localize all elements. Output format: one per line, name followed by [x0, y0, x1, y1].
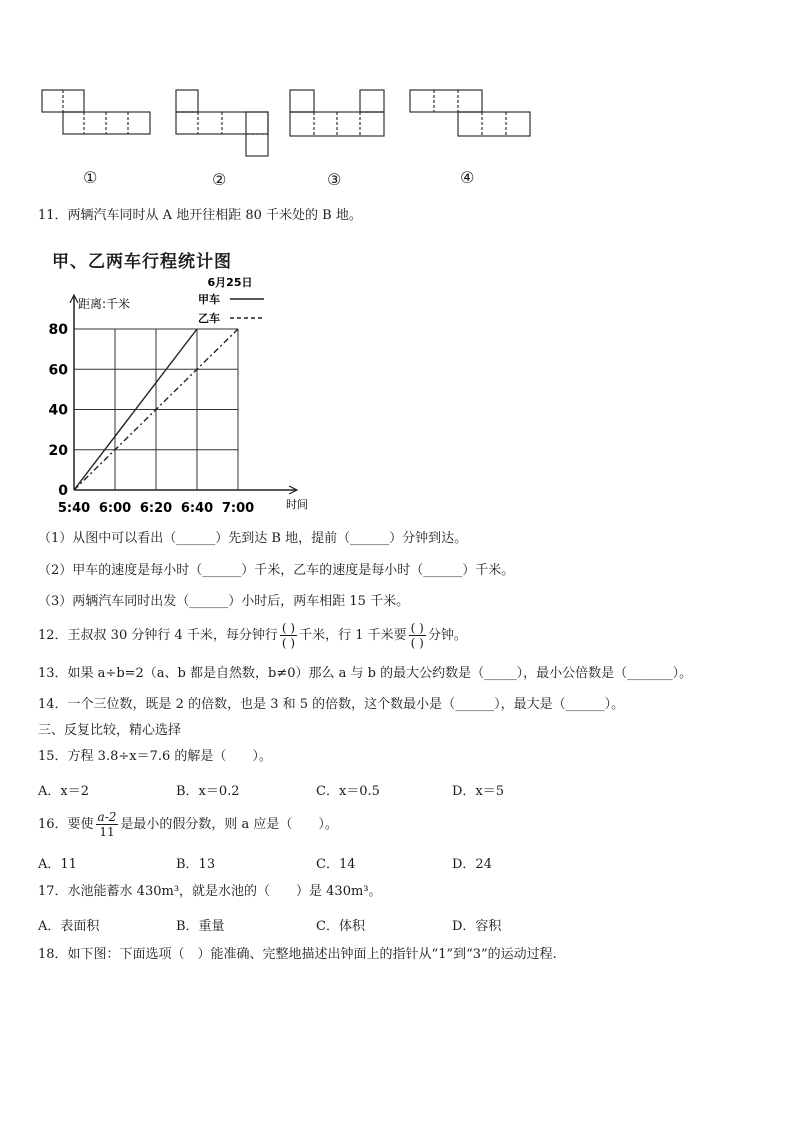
q16-option-a: A．11 [38, 857, 77, 872]
x-tick-label: 5:40 [57, 501, 91, 516]
net-4 [410, 90, 530, 136]
q16-option-b: B．13 [176, 857, 216, 872]
x-axis-label: 时间 [286, 498, 308, 511]
y-tick-label: 20 [48, 442, 68, 459]
q16-pre: 16．要使 [38, 817, 94, 832]
question-15-stem: 15．方程 3.8÷x＝7.6 的解是（ ）。 [38, 749, 272, 764]
q12-frac1-den: ( ) [281, 636, 296, 650]
y-tick-label: 60 [48, 362, 68, 379]
question-17-stem: 17．水池能蓄水 430m³，就是水池的（ ）是 430m³。 [38, 884, 382, 899]
net-label-1: ① [83, 168, 98, 187]
question-11-sub-1: （1）从图中可以看出（______）先到达 B 地，提前（______）分钟到达。 [38, 531, 468, 546]
net-3 [290, 90, 384, 136]
net-label-2: ② [212, 170, 227, 189]
q17-option-b: B．重量 [176, 919, 225, 934]
q17-option-a: A．表面积 [38, 919, 100, 934]
question-14: 14．一个三位数，既是 2 的倍数，也是 3 和 5 的倍数，这个数最小是（______），最大是（______）。 [38, 697, 625, 712]
q16-fraction [96, 810, 119, 839]
cube-nets-figure [0, 0, 794, 200]
q17-option-d: D．容积 [452, 919, 502, 934]
question-18: 18．如下图：下面选项（ ）能准确、完整地描述出钟面上的指针从“1”到“3”的运动过程. [38, 947, 557, 962]
q16-frac-num: a-2 [97, 810, 117, 824]
q17-option-c: C．体积 [316, 919, 365, 934]
q12-text-a: 12．王叔叔 30 分钟行 4 千米，每分钟行 [38, 628, 278, 643]
net-2 [176, 90, 268, 156]
legend-label: 甲车 [198, 293, 220, 306]
q12-fraction-2 [409, 621, 426, 650]
question-13: 13．如果 a÷b=2（a、b 都是自然数，b≠0）那么 a 与 b 的最大公约数是（_____），最小公倍数是（_______）。 [38, 666, 693, 681]
x-tick-label: 7:00 [221, 501, 255, 516]
q12-frac2-num: ( ) [410, 621, 424, 635]
question-11-sub-3: （3）两辆汽车同时出发（______）小时后，两车相距 15 千米。 [38, 594, 410, 609]
question-16-stem [38, 806, 338, 844]
q12-frac1-num: ( ) [281, 621, 296, 635]
x-tick-label: 6:40 [180, 501, 214, 516]
q16-option-c: C．14 [316, 857, 356, 872]
y-tick-label: 80 [48, 322, 68, 338]
q12-text-b: 千米，行 1 千米要 [299, 628, 407, 643]
q16-post: 是最小的假分数，则 a 应是（ ）。 [120, 817, 338, 832]
q12-fraction-1 [280, 621, 297, 650]
y-tick-label: 0 [58, 483, 68, 499]
q12-frac2-den: ( ) [410, 636, 424, 650]
legend-label: 乙车 [198, 312, 220, 325]
net-label-4: ④ [460, 168, 475, 187]
net-label-3: ③ [327, 170, 342, 189]
q15-option-d: D．x＝5 [452, 784, 505, 799]
x-tick-label: 6:20 [139, 501, 173, 516]
question-11-sub-2: （2）甲车的速度是每小时（______）千米，乙车的速度是每小时（______）千米。 [38, 563, 515, 578]
x-tick-label: 6:00 [98, 501, 132, 516]
q12-text-c: 分钟。 [427, 628, 467, 643]
q15-option-c: C．x＝0.5 [316, 784, 380, 799]
travel-chart [0, 260, 330, 520]
section-3-heading: 三、反复比较，精心选择 [38, 723, 182, 738]
q15-option-b: B．x＝0.2 [176, 784, 240, 799]
question-12 [38, 617, 467, 655]
q16-frac-den: 11 [99, 825, 115, 839]
question-11-stem: 11．两辆汽车同时从 A 地开往相距 80 千米处的 B 地。 [38, 208, 362, 223]
net-1 [42, 90, 150, 134]
y-tick-label: 40 [48, 402, 68, 419]
y-axis-label: 距离:千米 [78, 297, 131, 311]
chart-date: 6月25日 [207, 276, 253, 289]
chart-title: 甲、乙两车行程统计图 [52, 252, 232, 272]
q15-option-a: A．x＝2 [38, 784, 89, 799]
q16-option-d: D．24 [452, 857, 492, 872]
